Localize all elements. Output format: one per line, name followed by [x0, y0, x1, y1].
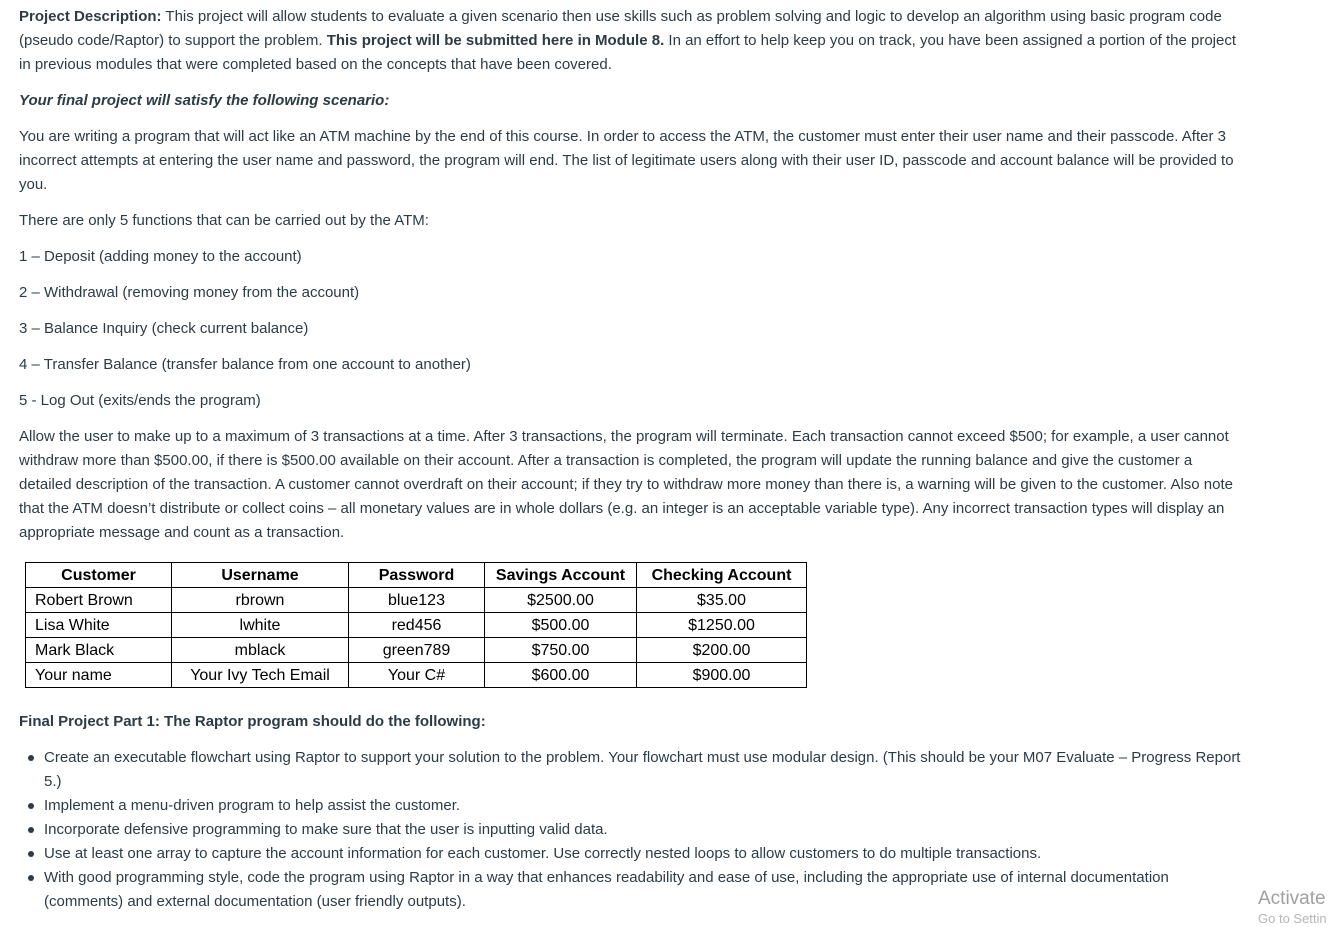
scenario-heading: Your final project will satisfy the following scenario:	[19, 92, 390, 109]
table-row	[26, 588, 807, 613]
header-password: Password	[349, 563, 485, 588]
project-description-bold: This project will be submitted here in Module 8.	[326, 32, 665, 49]
part1-heading: Final Project Part 1: The Raptor program should do the following:	[19, 713, 486, 730]
project-description-text-1: This project will allow students to evaluate a given scenario then use skills such as problem solving and logic to develop an algorithm using basic program code (pseudo code/Raptor) to support the problem.	[19, 8, 1222, 49]
cell-username: rbrown	[172, 588, 349, 613]
cell-password: blue123	[349, 588, 485, 613]
activate-windows-subtext: Go to Settin	[1258, 911, 1327, 926]
function-item-balance-inquiry: 3 – Balance Inquiry (check current balance)	[19, 320, 309, 337]
cell-checking: $200.00	[637, 638, 807, 663]
list-item: With good programming style, code the program using Raptor in a way that enhances readability and ease of use, including the appropriate use of internal documentation (comments) and external documentation (user friendly outputs).	[44, 866, 1244, 914]
project-description	[19, 5, 1244, 77]
cell-password: Your C#	[349, 663, 485, 688]
requirements-list	[19, 746, 1244, 914]
scenario-text: You are writing a program that will act like an ATM machine by the end of this course. In order to access the ATM, the customer must enter their user name and their passcode. After 3 incorrect attempts at entering the user name and password, the program will end. The list of legitimate users along with their user ID, passcode and account balance will be provided to you.	[19, 128, 1234, 193]
activate-windows-watermark: Activate	[1258, 888, 1326, 909]
header-checking-account: Checking Account	[637, 563, 807, 588]
cell-password: red456	[349, 613, 485, 638]
header-savings-account: Savings Account	[485, 563, 637, 588]
cell-username: lwhite	[172, 613, 349, 638]
cell-savings: $750.00	[485, 638, 637, 663]
cell-customer: Lisa White	[26, 613, 172, 638]
cell-customer: Robert Brown	[26, 588, 172, 613]
transaction-rules: Allow the user to make up to a maximum of 3 transactions at a time. After 3 transactions, the program will terminate. Each transaction cannot exceed $500; for example, a user cannot withdraw more than $500.00, if there is $500.00 available on their account. After a transaction is completed, the program will update the running balance and give the customer a detailed description of the transaction. A customer cannot overdraft on their account; if they try to withdraw more money than there is, a warning will be given to the customer. Also note that the ATM doesn’t distribute or collect coins – all monetary values are in whole dollars (e.g. an integer is an acceptable variable type). Any incorrect transaction types will display an appropriate message and count as a transaction.	[19, 428, 1233, 541]
header-username: Username	[172, 563, 349, 588]
cell-savings: $600.00	[485, 663, 637, 688]
cell-savings: $2500.00	[485, 588, 637, 613]
customer-accounts-table	[25, 562, 807, 688]
cell-checking: $900.00	[637, 663, 807, 688]
function-item-withdrawal: 2 – Withdrawal (removing money from the account)	[19, 284, 360, 301]
cell-username: Your Ivy Tech Email	[172, 663, 349, 688]
project-description-text-2: In an effort to help keep you on track, you have been assigned a portion of the project in previous modules that were completed based on the concepts that have been covered.	[19, 32, 1237, 73]
list-item: Incorporate defensive programming to make sure that the user is inputting valid data.	[44, 818, 1244, 842]
table-row	[26, 638, 807, 663]
cell-checking: $1250.00	[637, 613, 807, 638]
assignment-content	[19, 5, 1244, 914]
function-item-transfer-balance: 4 – Transfer Balance (transfer balance from one account to another)	[19, 356, 471, 373]
cell-savings: $500.00	[485, 613, 637, 638]
table-row	[26, 663, 807, 688]
function-item-log-out: 5 - Log Out (exits/ends the program)	[19, 392, 261, 409]
table-row	[26, 613, 807, 638]
cell-customer: Mark Black	[26, 638, 172, 663]
functions-intro: There are only 5 functions that can be carried out by the ATM:	[19, 212, 429, 229]
cell-username: mblack	[172, 638, 349, 663]
list-item: Create an executable flowchart using Raptor to support your solution to the problem. Your flowchart must use modular design. (This should be your M07 Evaluate – Progress Report 5.)	[44, 746, 1244, 794]
list-item: Implement a menu-driven program to help assist the customer.	[44, 794, 1244, 818]
list-item: Use at least one array to capture the account information for each customer. Use correctly nested loops to allow customers to do multiple transactions.	[44, 842, 1244, 866]
cell-password: green789	[349, 638, 485, 663]
header-customer: Customer	[26, 563, 172, 588]
cell-checking: $35.00	[637, 588, 807, 613]
project-description-label: Project Description:	[19, 8, 162, 25]
cell-customer: Your name	[26, 663, 172, 688]
table-header-row	[26, 563, 807, 588]
function-item-deposit: 1 – Deposit (adding money to the account)	[19, 248, 302, 265]
